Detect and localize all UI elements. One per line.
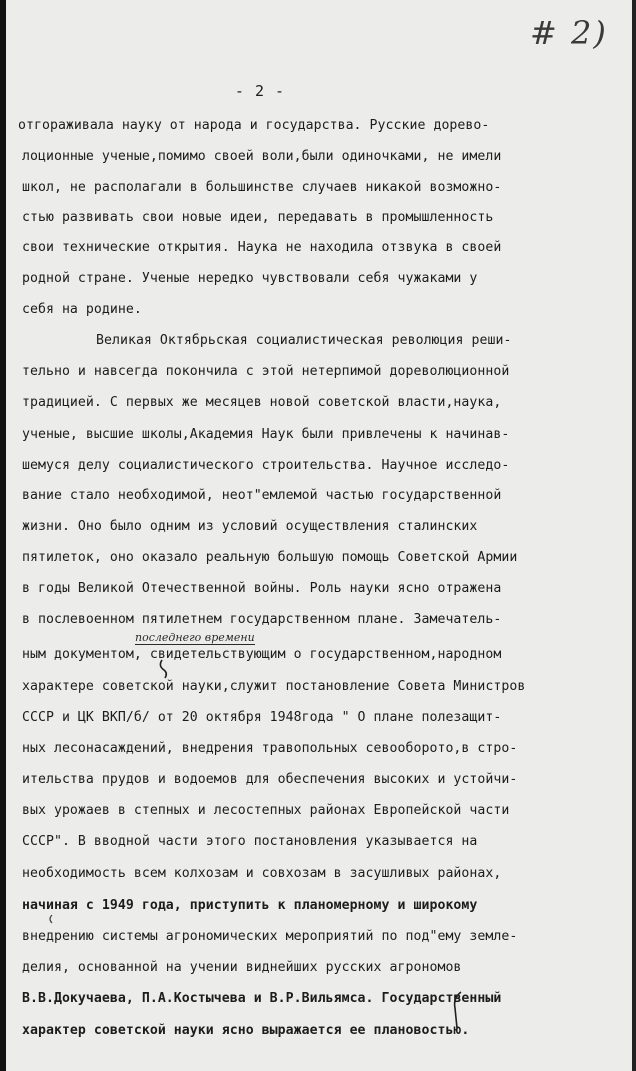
text-line: жизни. Оно было одним из условий осуществления сталинских bbox=[22, 519, 478, 534]
text-line: ительства прудов и водоемов для обеспечения высоких и устойчи- bbox=[22, 772, 518, 787]
text-line: ным документом, свидетельствующим о государственном,народном bbox=[22, 647, 502, 662]
text-line: характер советской науки ясно выражается ее плановостью. bbox=[22, 1023, 470, 1038]
handwritten-insertion: последнего времени bbox=[135, 631, 255, 644]
text-line: внедрению системы агрономических мероприятий по под"ему земле- bbox=[22, 929, 518, 944]
margin-tick-mark bbox=[50, 915, 52, 923]
text-line: себя на родине. bbox=[22, 302, 142, 317]
archive-handwritten-mark: # 2) bbox=[530, 14, 608, 52]
text-line: в послевоенном пятилетнем государственном плане. Замечатель- bbox=[22, 612, 502, 627]
text-line: СССР и ЦК ВКП/б/ от 20 октября 1948года " О плане полезащит- bbox=[22, 710, 502, 725]
text-line: Великая Октябрьская социалистическая революция реши- bbox=[96, 333, 512, 348]
text-line: стью развивать свои новые идеи, передавать в промышленность bbox=[22, 210, 494, 225]
text-line: школ, не располагали в большинстве случаев никакой возможно- bbox=[22, 180, 502, 195]
text-line: отгораживала науку от народа и государства. Русские дорево- bbox=[18, 118, 490, 133]
page-number: - 2 - bbox=[234, 82, 286, 100]
text-line: тельно и навсегда покончила с этой нетерпимой дореволюционной bbox=[22, 364, 510, 379]
text-line: начиная с 1949 года, приступить к планомерному и широкому bbox=[22, 898, 478, 913]
text-line: родной стране. Ученые нередко чувствовали себя чужаками у bbox=[22, 271, 478, 286]
text-line: шемуся делу социалистического строительства. Научное исследо- bbox=[22, 458, 510, 473]
text-line: вание стало необходимой, неот"емлемой частью государственной bbox=[22, 488, 502, 503]
insertion-caret-mark bbox=[160, 660, 166, 678]
text-line: свои технические открытия. Наука не находила отзвука в своей bbox=[22, 240, 502, 255]
text-line: вых урожаев в степных и лесостепных районах Европейской части bbox=[22, 803, 510, 818]
bracket-mark bbox=[455, 992, 461, 1028]
text-line: ных лесонасаждений, внедрения травопольных севооборото,в стро- bbox=[22, 741, 518, 756]
text-line: пятилеток, оно оказало реальную большую помощь Советской Армии bbox=[22, 550, 518, 565]
text-line: СССР". В вводной части этого постановления указывается на bbox=[22, 834, 478, 849]
text-line: традицией. С первых же месяцев новой советской власти,наука, bbox=[22, 395, 502, 410]
text-line: необходимость всем колхозам и совхозам в засушливых районах, bbox=[22, 866, 502, 881]
text-line: характере советской науки,служит постановление Совета Министров bbox=[22, 679, 526, 694]
text-line: в годы Великой Отечественной войны. Роль науки ясно отражена bbox=[22, 581, 502, 596]
text-line: лоционные ученые,помимо своей воли,были одиночками, не имели bbox=[22, 149, 502, 164]
text-line: делия, основанной на учении виднейших русских агрономов bbox=[22, 960, 462, 975]
text-line: ученые, высшие школы,Академия Наук были привлечены к начинав- bbox=[22, 427, 510, 442]
text-line: В.В.Докучаева, П.А.Костычева и В.Р.Вильямса. Государственный bbox=[22, 991, 502, 1006]
